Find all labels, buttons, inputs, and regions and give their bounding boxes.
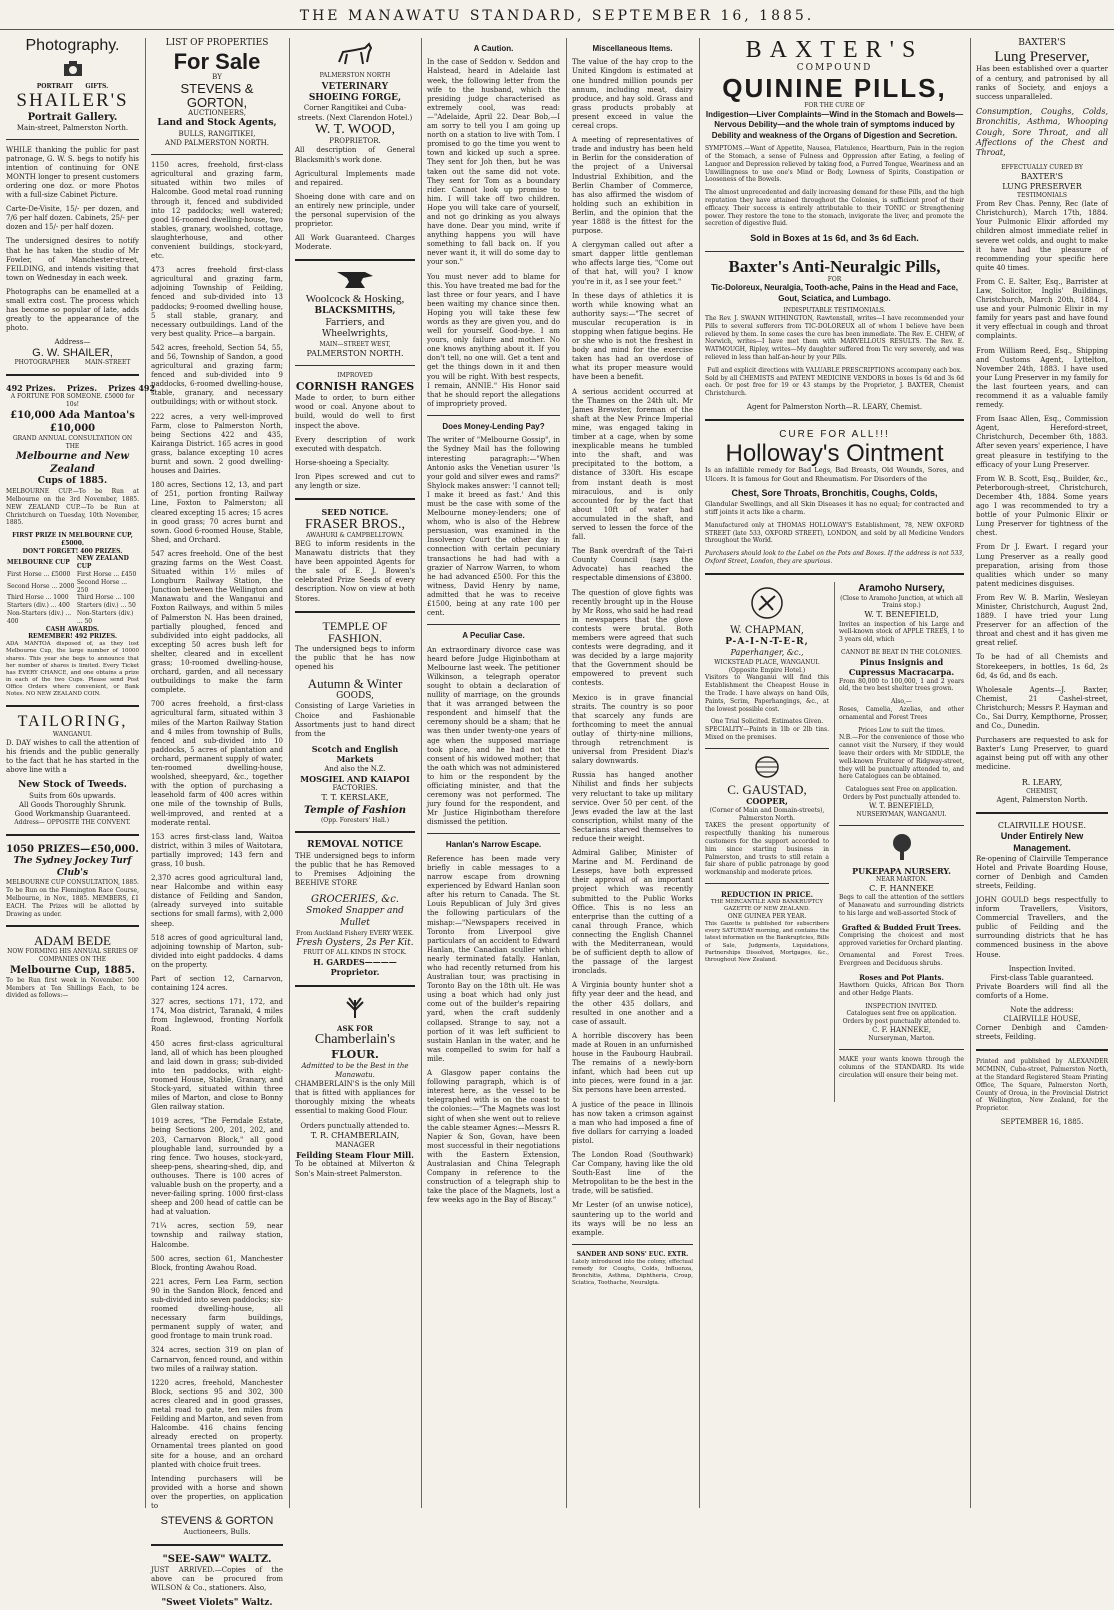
ask-for: ASK FOR — [337, 1023, 373, 1033]
every-desc: Every description of work executed with despatch. — [295, 435, 415, 453]
column-5 — [572, 38, 693, 1508]
ticket-heading: DON'T FORGET! 400 PRIZES. — [22, 547, 123, 555]
foot-note: To be obtained at Milverton & Son's Main-street Palmerston. — [295, 1160, 415, 1178]
tailoring-place: WANGANUI. — [52, 731, 93, 739]
glandular: Glandular Swellings, and all Skin Diseases it has no equal; for contracted and stiff joints it acts like a charm. — [705, 499, 964, 517]
temple-of-fashion: TEMPLE OF FASHION. — [322, 618, 388, 646]
sweet-violets: "Sweet Violets" Waltz. — [161, 1597, 273, 1608]
list-title: LIST OF PROPERTIES — [165, 38, 269, 48]
shailer-name: G. W. SHAILER, — [32, 346, 113, 359]
holloways-ointment: Holloway's Ointment — [725, 440, 944, 468]
fraser-para: BEG to inform residents in the Manawatu districts that they have been appointed Agents for the sale of E. J. Bowen's celebrated Prize Seeds of every description. Now on view at both Stores. — [295, 540, 415, 603]
removal-para: THE undersigned begs to inform the public that he has Removed to Premises Adjoining the BEEHIVE STORE — [295, 852, 415, 888]
tree-icon — [882, 832, 922, 862]
pinus-para: From 80,000 to 100,000, 1 and 2 years old, the two best shelter trees grown. — [839, 677, 964, 693]
column-rule — [699, 38, 700, 1508]
masthead: THE MANAWATU STANDARD, SEPTEMBER 16, 1885. — [0, 8, 1114, 30]
testimonial: From Isaac Allen, Esq., Commission Agent, Hereford-street, Christchurch, December 6th, 1883. After seven years' experience, I have great pleasure in testifying to the efficacy of your Lung Preserver. — [976, 415, 1108, 469]
tic-doloreux: Tic-Doloreux, Neuralgia, Tooth-ache, Pains in the Head and Face, Gout, Sciatica, and Lumbago. — [711, 283, 958, 303]
nurseryman-wanganui: NURSERYMAN, WANGANUI. — [856, 810, 947, 818]
iron-pipes: Iron Pipes screwed and cut to any length or size. — [295, 472, 415, 491]
shrunk: All Goods Thoroughly Shrunk. — [18, 801, 127, 810]
sold-boxes: Sold in Boxes at 1s 6d, and 3s 6d Each. — [750, 233, 919, 244]
chest-sore-throats: Chest, Sore Throats, Bronchitis, Coughs, Colds, — [731, 488, 938, 499]
groceries: GROCERIES, &c. — [311, 894, 399, 906]
guinea: ONE GUINEA PER YEAR. — [727, 913, 807, 921]
article-para: An extraordinary divorce case was heard before Judge Higinbotham at Melbourne last week. The petitioner Wilkinson, a telegraph operator sought to obtain a declaration of nullity of marriage, on the grounds that it was arranged between the respondent and himself that the ceremony should be a sham; that he was then under twenty-one years of age when the supposed marriage took place, and he had not the consent of his widowed mother; that the oath which was not administered to him or the respondent by the officiating minister, and that the ceremony was not performed. The jury found for the respondent, and Mr Justice Higinbotham therefore dismissed the petition. — [427, 645, 560, 827]
baxters-2: BAXTER'S — [1020, 171, 1064, 181]
pukepapa-nursery: PUKEPAPA NURSERY. — [852, 865, 951, 876]
effectually-cured: EFFECTUALLY CURED BY — [1001, 163, 1083, 171]
wholesale: Wholesale Agents—J. Baxter, Chemist, 21 Cashel-street, Christchurch; Messrs P. Hayman and Co., Sai Durry, Kempthorne, Prosser, and Co., Dunedin. — [976, 685, 1108, 731]
property-listing: 180 acres, Sections 12, 13, and part of 251, portion fronting Railway Line, Foxton to Palmerston; all cleared excepting 15 acres; 15 acres in good grass; 70 acres burnt and sown. Good 6-roomed House, Stable, Shed, and Orchard. — [151, 481, 283, 544]
misc-item: A horrible discovery has been made at Rouen in an unfurnished house in the Faubourg Haubrail. The remains of a newly-born infant, which had been cut up into pieces, were found in a jar. Six persons have been arrested. — [572, 1031, 693, 1095]
inspection-invited: INSPECTION INVITED. — [865, 1002, 938, 1010]
indigestion: Indigestion—Liver Complaints—Wind in the Stomach and Bowels—Nervous Debility—and the whole train of symptoms induced by Debility and weakness of the Organs of Digestion and Secretion. — [705, 109, 964, 140]
vet-place: PALMERSTON NORTH — [319, 72, 391, 79]
inspection: Inspection Invited. — [1008, 964, 1076, 973]
new-management: Under Entirely New Management. — [1000, 831, 1084, 853]
cat-free: Catalogues sent Free on application. — [845, 786, 958, 794]
quinine-pills: QUININE PILLS, — [722, 72, 947, 103]
clairville-corner: Corner Denbigh and Camden-streets, Feilding. — [976, 1024, 1108, 1042]
property-listing: 518 acres of good agricultural land, adjoining township of Marton, sub-divided into eight paddocks. 4 dams on the property. — [151, 933, 283, 969]
boarders: Private Boarders will find all the comforts of a Home. — [976, 982, 1108, 1000]
tailoring-para: D. DAY wishes to call the attention of his friends and the public generally to the fact that he has started in the above line with a — [6, 738, 139, 775]
article-para: A Glasgow paper contains the following paragraph, which is of interest here, as the vessel to be telegraphed with is on the coast to the colonies:—"The Magnets was lost sight of when she went out to relieve the cable steamer Agnes:—Messrs R. Napier & Son, Govan, have been most successful in their negotiations with the Eastern Extension, Australasian and China Telegraph Company in reference to the construction of a telegraph ship to take the place of the Magnets, lost a few weeks ago in the Bay of Biscay." — [427, 1069, 560, 1205]
orders-post: Orders by Post punctually attended to. — [842, 794, 961, 801]
hanneke-footer: C. F. HANNEKE, — [872, 1026, 931, 1035]
chemist: CHEMIST, — [1026, 787, 1058, 795]
shoeing-forge: SHOEING FORGE, — [308, 92, 402, 103]
cups-1885: Cups of 1885. — [37, 476, 108, 487]
col6-right — [839, 582, 964, 1102]
prizes-heading: 492 Prizes. Prizes. Prizes 492 — [6, 382, 156, 393]
misc-item: A serious accident occurred at the Thames on the 24th ult. Mr James Brewster, foreman of the shaft at the New Prince Imperial mine, was engaged taking in timber at a cage, when by some inexplicable means he tumbled into the shaft, and was precipitated to the bottom, a distance of 330ft. His escape from instant death is most miraculous, and is only accounted for by the fact that about 10ft of water had accumulated in the shaft, and served to lessen the force of the fall. — [572, 387, 693, 542]
seed-notice: SEED NOTICE. — [321, 507, 389, 518]
mosgiel: MOSGIEL AND KAIAPOI — [300, 773, 410, 784]
roses: Roses, Camelia, Azelias, and other ornamental and Forest Trees — [839, 706, 964, 721]
purchasers-note: Purchasers should look to the Label on the Pots and Boxes. If the address is not 533, Oxford Street, London, they are spurious. — [705, 550, 964, 565]
fraser-sub: AWAHURI & CAMPBELLTOWN. — [306, 532, 404, 540]
table-row: Second Horse ... 2000 Second Horse ... 250 — [7, 578, 128, 594]
imprint: Printed and published by ALEXANDER MCMINN, Cuba-street, Palmerston North, at the Standard Registered Steam Printing Office, The Square, Palmerston North, County of Oroua, in the Provincial District of Wellington, New Zealand, for the Proprietor. — [976, 1058, 1108, 1113]
clairville-address: CLAIRVILLE HOUSE, — [1003, 1015, 1081, 1024]
removal-notice: REMOVAL NOTICE — [307, 840, 403, 851]
article-para: The writer of "Melbourne Gossip", in the Sydney Mail has the following interesting paragraph:—"When Antonio asks the Venetian usurer 'Is your gold and silver ewes and rams?' Shylock makes answer: 'I cannot tell; I make it breed as fast.' And this must be the case with some of the Melbourne money-lenders; one of whom, who is also of the Hebrew persuasion, was examined in the Insolvency Court the other day in connection with certain pecuniary transactions he had had with a grazier of Narrow Warren, to whom he had advanced £500. For this the witness, David Henry by name, admitted that he was to receive £1500, being at any rate 100 per cent. — [427, 436, 560, 618]
holloway-para: Is an infallible remedy for Bad Legs, Bad Breasts, Old Wounds, Sores, and Ulcers. It is famous for Gout and Rheumatism. For Disorders of the — [705, 466, 964, 483]
column-7 — [976, 38, 1108, 1508]
cash-awards: CASH AWARDS. — [45, 625, 100, 633]
adam-para: To be Run first week in November. 500 Members at Ten Shillings Each, to be divided as follows:— — [6, 976, 139, 1000]
full-directions: Full and explicit directions with VALUABLE PRESCRIPTIONS accompany each box. — [707, 366, 962, 374]
improved: IMPROVED — [337, 372, 373, 380]
testimonials-label: INDISPUTABLE TESTIMONIALS. — [783, 307, 886, 315]
misc-item: Mr Lester (of an unwise notice), sauntering up to the world and its ways will be no less an example. — [572, 1201, 693, 1237]
new-stock: New Stock of Tweeds. — [18, 780, 127, 791]
adam-cup: Melbourne Cup, 1885. — [9, 964, 136, 976]
gardes: H. GARDES————Proprietor. — [313, 957, 397, 978]
hanlan-heading: Hanlan's Narrow Escape. — [445, 840, 542, 850]
vet-title: VETERINARY — [321, 80, 389, 92]
misc-item: In these days of athletics it is worth while knowing what an authority says:—"The secret of muscular recuperation is in stopping when fatigue begins. He or she who is not the freshest in body and mind for the exercise taken has had an overdose of what its proper measure would have been a benefit. — [572, 291, 693, 382]
testimonials: TESTIMONIALS — [1017, 192, 1067, 200]
feilding-mill: Feilding Steam Flour Mill. — [296, 1150, 414, 1161]
testimonial: From William Reed, Esq., Shipping and Customs Agent, Lyttelton, November 24th, 1883. I have used your Lung Preserver in my family for the last fourteen years, and can recommend it as a valuable family remedy. — [976, 346, 1108, 410]
to-be-had: To be had of all Chemists and Storekeepers, in bottles, 1s 6d, 2s 6d, 4s 6d, and 8s each. — [976, 653, 1108, 680]
manufactured: Manufactured only at THOMAS HOLLOWAY'S Establishment, 78, NEW OXFORD STREET (late 533, OXFORD STREET), LONDON, and sold by all Medicine Vendors throughout the World. — [705, 521, 964, 545]
also-nz: And also the N.Z. — [324, 764, 386, 773]
also-label: Also,— — [891, 698, 912, 706]
cornish-para: Made to order, to burn either wood or coal. Anyone about to build, would do well to first inspect the above. — [295, 394, 415, 430]
one-trial: One Trial Solicited. Estimates Given. — [710, 718, 824, 726]
misc-item: The value of the hay crop to the United Kingdom is estimated at one hundred million pounds per annum, including meat, dairy produce, and hay sold. Grass and grass products probably at present exceed in value the cereal crops. — [572, 58, 693, 131]
ads-heading: SANDER AND SONS' EUC. EXTR. — [576, 1250, 689, 1258]
property-listing: 153 acres first-class land, Waitoa district, within 3 miles of Waitotara, partially improved; 143 fern and grass, 10 bush. — [151, 832, 283, 868]
grafted: Grafted & Budded Fruit Trees. — [841, 922, 962, 932]
column-2 — [151, 38, 283, 1608]
cure-of: FOR THE CURE OF — [804, 102, 865, 110]
testimonial: From Rev W. B. Marlin, Wesleyan Minister, Christchurch, August 2nd, 1889. I have tried your Lung Preserver for an affection of the throat and chest and it has given me great relief. — [976, 593, 1108, 648]
cup-info: MELBOURNE CUP.—To be Run at Melbourne on the 3rd November, 1885. NEW ZEALAND CUP.—To be Run at Christchurch on Tuesday, 10th November, 1885. — [6, 488, 139, 527]
testimonial-text: The Rev. J. SWANN WITHINGTON, Rawtenstall, writes—I have recommended your Pills to several sufferers from TIC-DOLOREUX all of whom I believe have been relieved by them. In some cases the cure has been immediate. The Rev. E. CHEW, of Norwich, writes—I have met them with MARVELLOUS RESULTS. The Rev. E. WATMOUGH, Ripley, writes—My daughter suffered from Tic very severely, and was relieved in less than half-an-hour by your Pills. — [705, 315, 964, 361]
column-4 — [427, 38, 560, 1508]
property-listing: 222 acres, a very well-improved Farm, close to Palmerston North, being Sections 422 and 435, Kairanga District. 165 acres in good grass, balance excepting 10 acres burnt and sown. 2 good dwelling-houses and Dairies. — [151, 412, 283, 476]
manager: MANAGER — [335, 1141, 375, 1149]
photography-heading: Photography. — [25, 37, 120, 54]
aramoho-nursery: Aramoho Nursery, — [858, 582, 945, 594]
gould-para: JOHN GOULD begs respectfully to inform Travellers, Visitors, Commercial Travellers, and the public of Feilding and the surrounding districts that he has commenced business in the above House. — [976, 896, 1108, 959]
gazette-para: This Gazette is published for subscribers every SATURDAY morning, and contains the latest information on the Bankruptcies, Bills of Sale, Judgments, Liquidations, Partnerships Dissolved, Mortgages, &c., throughout New Zealand. — [705, 921, 829, 963]
testimonial: From Rev Chas. Penny, Rec (late of Christchurch), March 17th, 1884. Your Pulmonic Elixir afforded my children almost immediate relief in severe wet colds, and ought to make it have had the pleasure of recommending your specific here quite 40 times. — [976, 200, 1108, 272]
orders-by: Orders by post punctually attended to. — [842, 1018, 961, 1026]
by-label: BY — [212, 72, 222, 81]
painter-emblem-icon — [747, 586, 787, 620]
testimonial: From C. E. Salter, Esq., Barrister at Law, Solicitor, Inglis' Buildings, Christchurch, March 20th, 1884. I use and your Pulmonic Elixir in my family for years past and have found it very effectual in cough and throat complaints. — [976, 277, 1108, 341]
misc-item: A justice of the peace in Illinois has now taken a crimson against a man who had imposed a fine of five dollars for carrying a loaded pistol. — [572, 1100, 693, 1145]
shailer-title: SHAILER'S — [16, 89, 129, 111]
vet-para: Agricultural Implements made and repaired. — [295, 169, 415, 187]
property-listing: 500 acres, section 61, Manchester Block, fronting Awahou Road. — [151, 1254, 283, 1272]
sydney-para: To be Run on the Flemington Race Course, Melbourne, in Nov., 1885. MEMBERS, £1 EACH. The Prizes will be allotted by Drawing as under. — [6, 887, 139, 918]
guarantee: Good Workmanship Guaranteed. — [14, 810, 131, 819]
land-stock-agents: Land and Stock Agents, — [157, 118, 277, 129]
firm-footer: STEVENS & GORTON — [160, 1515, 274, 1528]
column-3 — [295, 38, 415, 1508]
wickstead: WICKSTEAD PLACE, WANGANUI. — [714, 658, 820, 666]
goods-para: Consisting of Large Varieties in Choice and Fashionable Assortments just to hand direct from the — [295, 702, 415, 738]
tailor-address: Address— OPPOSITE THE CONVENT. — [14, 819, 131, 827]
benefield-para: Invites an inspection of his Large and well-known stock of APPLE TREES, 1 to 3 years old, which — [839, 620, 964, 644]
article-para: You must never add to blame for this. You have treated me bad for the last three or four years, and I have been waiting my chance since then. Hoping you will take these few words as they are given you, and do well for yourself. Good-bye. I am yours, only failure and mother. No one knows anything about it. If you don't tell, no one will. Get a tent and get the things down in it and then you will be right. With best respects, I remain, ANNIE." His Honor said that he should report the allegations of impropriety proved. — [427, 272, 560, 408]
column-rule — [970, 38, 971, 1508]
baxters-lung-heading: BAXTER'S — [1018, 38, 1066, 48]
cooper: COOPER, — [746, 796, 788, 807]
kerslake: T. T. KERSLAKE, — [321, 793, 389, 803]
grafted-para: Comprising the choicest and most approved varieties for Orchard planting. — [839, 931, 964, 947]
anvil-icon — [335, 268, 375, 290]
woolcock-hosking: Woolcock & Hosking, — [305, 293, 405, 306]
gaustad-name: C. GAUSTAD, — [727, 781, 807, 797]
pinus: Pinus Insignis and Cupressus Macracarpa. — [848, 656, 955, 678]
hawthorn: Hawthorn Quicks, African Box Thorn and other Hedge Plants. — [839, 982, 964, 997]
gaustad-para: TAKES the present opportunity of respectfully thanking his numerous customers for the support accorded to him since starting business in Palmerston, and trusts to still retain a fair share of public patronage by good workmanship and moderate prices. — [705, 822, 829, 877]
painter: P-A-I-N-T-E-R, — [725, 636, 809, 647]
opp-empire: (Opposite Empire Hotel.) — [728, 666, 806, 674]
misc-heading: Miscellaneous Items. — [592, 44, 673, 53]
near-marton: NEAR MARTON. — [876, 876, 927, 884]
misc-item: A meeting of representatives of trade and industry has been held in Berlin for the consideration of the project of a Universal Industrial Exhibition, and the Berlin Chamber of Commerce, has also affirmed the wisdom of holding such an exhibition in Berlin, and the opinion that the year 1888 is the fittest for the purpose. — [572, 136, 693, 236]
property-listing: 450 acres first-class agricultural land, all of which has been ploughed and laid down in grass; sub-divided into ten paddocks, with eight-roomed House, Stable, Granary, and Stock-yard, situated within three miles of Marton, and close to Bonny Glen railway station. — [151, 1039, 283, 1112]
main-street-west: MAIN—STREET WEST, — [319, 341, 391, 348]
fruit: FRUIT OF ALL KINDS IN STOCK. — [303, 949, 407, 957]
property-listing: 1150 acres, freehold, first-class agricultural and grazing farm, situated within two miles of Halcombe. Good metal road running through it, fenced and subdivided into 12 paddocks; well watered; good 16-roomed dwelling-house, two stables, granary, woolshed, cottage, slaughterhouse, and other convenient buildings, stock-yard, etc. — [151, 161, 283, 261]
chamberlain-name: T. R. CHAMBERLAIN, — [310, 1130, 400, 1140]
anti-neuralgic: Baxter's Anti-Neuralgic Pills, — [728, 256, 941, 276]
agent-palmerston: Agent, Palmerston North. — [996, 795, 1088, 804]
chapman-para: Visitors to Wanganui will find this Establishment the Cheapest House in the Trade. I have always on hand Oils, Paints, Scrim, Paperhangings, &c., at the lowest possible cost. — [705, 674, 829, 713]
consumption: Consumption, Coughs, Colds, Bronchitis, Asthma, Whooping Cough, Sore Throat, and all Affections of the Chest and Throat, — [976, 106, 1108, 158]
suits-price: Suits from 60s upwards. — [29, 792, 116, 801]
prices-low: Prices Low to suit the times. — [858, 726, 945, 734]
misc-item: The Bank overdraft of the Tai-ri County Council (says the Advocate) has reached the respectable dimensions of £3800. — [572, 547, 693, 583]
orders-attended: Orders punctually attended to. — [300, 1121, 410, 1130]
shailer-role: PHOTOGRAPHER MAIN-STREET — [14, 359, 131, 367]
roses-pot: Roses and Pot Plants. — [859, 972, 944, 982]
shailer-para: The undersigned desires to notify that he has taken the studio of Mr Fowler, of Manchester-street, FEILDING, and intends visiting that town on Wednesday in each week. — [6, 237, 139, 282]
vet-proprietor: PROPRIETOR. — [329, 137, 381, 146]
shailer-para: Carte-De-Visite, 15/- per dozen, and 7/6 per half dozen. Cabinets, 25/- per dozen and 15/- per half dozen. — [6, 205, 139, 232]
money-heading: Does Money-Lending Pay? — [442, 421, 545, 431]
benefield-footer: W. T. BENEFIELD, — [869, 801, 934, 810]
property-listing: 547 acres freehold. One of the best grazing farms on the West Coast. Situated within 1½ miles of Longburn Railway Station, the Junction between the Wellington and Manawatu and the Wanganui and Foxton Railways, and within 5 miles of Palmerston N. Has been drained, partially ploughed, fenced and subdivided into eight paddocks, all excepting 50 acres bush left for shelter, cleared and in excellent grass; 10-roomed dwelling-house, orchard, garden, and all necessary outbuildings to make the farm complete. — [151, 549, 283, 695]
remember: REMEMBER! 492 PRIZES. — [28, 633, 117, 641]
flour: FLOUR. — [331, 1047, 379, 1061]
oysters: Fresh Oysters, 2s Per Kit. — [296, 937, 414, 948]
portrait-gallery: Portrait Gallery. — [27, 111, 118, 123]
reduction: REDUCTION IN PRICE. — [720, 889, 814, 899]
seesaw-waltz: "SEE-SAW" WALTZ. — [162, 1553, 272, 1565]
vet-para: All description of General Blacksmith's work done. — [295, 146, 415, 164]
col6-left — [705, 582, 829, 1102]
wood-name: W. T. WOOD, — [315, 121, 395, 137]
sydney-title: The Sydney Jockey Turf Club's — [13, 856, 132, 878]
property-listing: 1220 acres, freehold, Manchester Block, sections 95 and 302, 300 acres cleared and in good grasses, metal road to gate, ten miles from Feilding and Marton, and seven from Halcombe. 416 chains fencing already erected on property. Ornamental trees planted on good site for a house, and an orchard planted with choice fruit trees. — [151, 1378, 283, 1469]
column-rule — [145, 38, 146, 1508]
sold-by: Sold by all CHEMISTS and PATENT MEDICINE VENDORS in boxes 1s 6d and 3s 6d each. Or post free for 19 or 43 stamps by the Proprietor, J. BAXTER, Chemist Christchurch. — [705, 374, 964, 398]
imprint-date: SEPTEMBER 16, 1885. — [1000, 1117, 1084, 1126]
column-rule — [566, 38, 567, 1508]
column-rule — [289, 38, 290, 1508]
speciality: SPECIALITY—Paints in 1lb or 2lb tins. Mixed on the premises. — [705, 726, 829, 741]
vet-para: All Work Guaranteed. Charges Moderate. — [295, 234, 415, 252]
prize-table: MELBOURNE CUP NEW ZEALAND CUP First Horse ... £5000 First Horse ... £450 Second Horse ... 2000 Second Horse ... 250 Third Horse ... 1000 Third Horse ... 100 Starters (div.) ... 400 Starters (div.) ... 50 Non-Starters (div.) ... 400 Non-Starters (div.) ... 50 — [6, 555, 139, 625]
adam-sub: NOW FORMING HIS ANNUAL SERIES OF COMPANIES ON THE — [7, 948, 138, 963]
fraser-bros: FRASER BROS., — [305, 516, 405, 532]
property-listing: 1019 acres, "The Ferndale Estate, being Sections 200, 201, 202, and 203, Carnarvon Block," all good ploughable land, surrounded by a ring fence. Two houses, stock-yard, sheep-pens, shearing-shed, dip, and outhouses. There is 100 acres of valuable bush on the property, and a never-failing spring. 1000 first-class sheep and 200 head of cattle can be had at valuation. — [151, 1117, 283, 1217]
cat-sent: Catalogues sent free on application. — [846, 1010, 957, 1018]
column-rule — [834, 582, 835, 1102]
lung-para: Has been established over a quarter of a century, and patronised by all ranks of Society, and enjoys a success unparalleled. — [976, 65, 1108, 101]
aramoho-sub: (Close to Aramoho Junction, at which all Trains stop.) — [840, 594, 963, 610]
blacksmiths: BLACKSMITHS, — [314, 305, 396, 316]
misc-item: Mexico is in grave financial straits. The country is so poor that scarcely any funds are forthcoming to meet the annual outlay of thirty-nine millions, through retrenchment is universal from President Diaz's salary downwards. — [572, 693, 693, 766]
clairville-heading: CLAIRVILLE HOUSE. — [997, 820, 1087, 830]
foresters: (Opp. Foresters' Hall.) — [320, 816, 390, 824]
make-wants: MAKE your wants known through the columns of the STANDARD. Its wide circulation will ensure their being met. — [839, 1055, 964, 1079]
benefield-name: W. T. BENEFIELD, — [864, 610, 939, 620]
compound: COMPOUND — [796, 63, 873, 74]
cure-for-all: CURE FOR ALL!!! — [779, 429, 890, 441]
snapper: Smoked Snapper and Mullet — [306, 906, 404, 929]
ornamental: Ornamental and Forest Trees. Evergreen and Deciduous shrubs. — [839, 952, 964, 968]
ads-fine: Lately introduced into the colony, effectual remedy for Coughs, Colds, Influenza, Bronchitis, Asthma, Diphtheria, Croup, Sciatica, Toothache, Neuralgia. — [572, 1258, 693, 1287]
temple-sub: The undersigned begs to inform the public that he has now opened his — [295, 644, 415, 672]
admitted: Admitted to be the Best in the Manawatu. — [301, 1061, 409, 1080]
melbourne-nz: Melbourne and New Zealand — [16, 451, 129, 476]
property-listing: 542 acres, freehold, Section 54, 55, and 56, Township of Sandon, a good agricultural and grazing farm; fenced and sub-divided into 9 paddocks, 6-roomed dwelling-house, stable, granary, and necessary outbuildings; with or without stock. — [151, 343, 283, 407]
for-sale: For Sale — [173, 48, 261, 74]
tailoring-heading: TAILORING, — [17, 713, 128, 731]
temple-footer: Temple of Fashion — [304, 804, 406, 816]
peculiar-heading: A Peculiar Case. — [462, 631, 525, 641]
property-listing: 700 acres freehold, a first-class agricultural farm, situated within 3 miles of the Marton Railway Station and 4 miles from township of Bulls, fenced and sub-divided into 10 paddocks, 5 acres of plantation and orchard, permanent supply of water, ten-roomed dwelling-house, woolshed, sheepyard, &c., together with the option of purchasing a leasehold farm of 400 acres within one mile of the township of Bulls, well-improved, and rented at a moderate rental. — [151, 700, 283, 827]
property-listing: 2,370 acres good agricultural land, near Halcombe and within easy distance of Feilding and Sandon, (already surveyed into suitable sections for small farms), with 2,000 sheep. — [151, 874, 283, 928]
mantoa-heading: £10,000 Ada Mantoa's £10,000 — [10, 409, 135, 434]
barrel-icon — [752, 755, 782, 779]
paperhanger: Paperhanger, &c., — [730, 648, 804, 658]
portrait-gifts: PORTRAIT GIFTS. — [36, 82, 109, 90]
received-para: JUST ARRIVED.—Copies of the above can be procured from WILSON & Co., stationers. Also, — [151, 1565, 283, 1592]
adam-bede: ADAM BEDE — [34, 933, 111, 949]
misc-item: A Virginia bounty hunter shot a fifty year deer and the head, and the other 435 dollars, and resulted in one another and a case of assault. — [572, 981, 693, 1026]
nb-note: N.B.—For the convenience of those who cannot visit the Nursery, if they would leave their orders with Mr SIDDLE, the well-known Fruiterer of Ridgway-street, they will be punctually attended to, and here Catalogues can be obtained. — [839, 734, 964, 781]
article-para: In the case of Seddon v. Seddon and Halstead, heard in Adelaide last week, the following letter from the wife to the husband, which the presiding judge characterised as extremely cool, was read:—"Adelaide, April 22. Dear Bob,—I am sorry to tell you I am going up north on a station to live with Tom. I promised to go the time you went to town and kicked up such a spree. They sent for Joh then, but he was taken out the same did not vote. They sent for Tom as a boundary rider. Cannot look up promise to him. I will take off two children. Hope you will take care of yourself, and not go drinking as you always have done. Dear you mind, write if anything happens you will have something to fall back on. If you never want it, it will do some day to your son." — [427, 58, 560, 267]
address-label: Address— — [54, 338, 91, 347]
misc-item: Admiral Galiber, Minister of Marine and M. Ferdinand de Lesseps, have both expressed their approval of an important project which was recently submitted to the Public Works Office. This is no less an enterprise than the cutting of a canal through France, which connecting the English Channel with the Mediterranean, would be of sufficient depth to allow of the passage of the largest ironclads. — [572, 849, 693, 976]
property-listing: 71¼ acres, section 59, near township and railway station, Halcombe. — [151, 1222, 283, 1249]
autumn-winter: Autumn & Winter — [307, 676, 403, 692]
column-6 — [705, 38, 964, 1508]
mill-para: CHAMBERLAIN'S is the only Mill that is fitted with appliances for thoroughly mixing the wheats essential to making Good Flour. — [295, 1080, 415, 1116]
fine-print: ADA MANTOA disposed of, as they lost Melbourne Cup, the large number of 10000 shares. This year she begs to announce that her number of shares is limited. Every Ticket has EVERY CHANCE, and one obtains a prize in each of the two Cups. Please send Post Office Orders where convenient, or Bank Notes. NO NEW ZEALAND COIN. — [6, 641, 139, 698]
quinine-body: The almost unprecedented and daily increasing demand for these Pills, and the high reputation they have attained throughout the Colonies, is sufficient proof of their efficacy. Their success is entirely attributable to their TONIC or Strengthening power. They restore the tone to the stomach, invigorate the liver, and promote the secretion of digestive fluid. — [705, 189, 964, 228]
hanneke-name: C. F. HANNEKE — [869, 883, 934, 893]
property-listing: 324 acres, section 319 on plan of Carnarvon, fenced round, and within two miles of a railway station. — [151, 1346, 283, 1373]
scotch-english: Scotch and English Markets — [311, 743, 399, 765]
misc-item: The London Road (Southwark) Car Company, having like the old South-East line of the Metropolitan to be the best in the trade, will be satisfied. — [572, 1150, 693, 1196]
place-palmerston: AND PALMERSTON NORTH. — [165, 139, 269, 148]
property-listing: 221 acres, Fern Lea Farm, section 90 in the Sandon Block, fenced and sub-divided into seven paddocks; six-roomed dwelling-house, all necessary farm buildings, permanent supply of water, and good frontage to main trunk road. — [151, 1277, 283, 1341]
testimonial: From Dr J. Ewart. I regard your Lung Preserver as a really good preparation, arising from those qualities which under so many patent medicines disguises. — [976, 543, 1108, 588]
table-row: Non-Starters (div.) ... 400 Non-Starters (div.) ... 50 — [7, 610, 134, 625]
agent-leary: Agent for Palmerston North—R. LEARY, Chemist. — [746, 402, 923, 411]
wheat-sheaf-icon — [340, 994, 370, 1020]
col6-lower — [705, 582, 964, 1102]
lung-preserver: Lung Preserver, — [994, 48, 1090, 65]
misc-item: A clergyman called out after a smart dapper little gentleman who affects large ties, "Come out of that hat, will you? I know you're in it, as I see your feet." — [572, 241, 693, 286]
goods: GOODS, — [336, 690, 374, 701]
vet-address: Corner Rangitikei and Cuba-streets. (Next Clarendon Hotel.) — [297, 104, 413, 122]
horse-icon — [335, 42, 375, 68]
place-bulls: BULLS, RANGITIKEI, — [178, 129, 256, 138]
shailer-address: Main-street, Palmerston North. — [16, 123, 129, 132]
shailer-para: WHILE thanking the public for past patronage, G. W. S. begs to notify his intention of continuing for ONE MONTH longer to present customers ordering one doz. or more Photos with a full-size Cabinet Picture. — [6, 145, 139, 200]
misc-item: The question of glove fights was recently brought up in the House by Mr Ross, who said he had read in newspapers that the glove contests were brutal. Both members were agreed that such contests were degrading, and it was decided by a large majority that the Government should be empowered to prevent such contests. — [572, 588, 693, 688]
misc-item: Russia has hanged another Nihilist and finds her subjects very reluctant to take up military service. Over 50 per cent. of the Jews evaded the law at the last conscription, whilst many of the Sectarians starved themselves to reduce their weight. — [572, 771, 693, 843]
article-para: Reference has been made very briefly in cable messages to a narrow escape from drowning experienced by Edward Hanlan soon after his return to Canada. The St. Louis Republican of July 3rd gives the following particulars of the mishap:—"Newspapers received in Toronto from Liverpool give particulars of an accident to Edward Hanlan, the Canadian sculler which nearly terminated fatally. Hanlan, who had recently returned from his Australian tour, was practising in Toronto Bay on the 18th ult. He was using a boat which had only just come out of the builder's repairing yard, when the craft suddenly collapsed. Strange to say, not a portion of it was left sufficient to sustain Hanlan in the water, and he was compelled to swim for half a mile. — [427, 854, 560, 1063]
first-prize: FIRST PRIZE IN MELBOURNE CUP, £5000. — [12, 532, 133, 547]
fortune-line: A FORTUNE FOR SOMEONE. £5000 for 10s! — [10, 393, 135, 409]
table-row: First Horse ... £5000 First Horse ... £450 — [7, 571, 137, 579]
purchasers: Purchasers are requested to ask for Baxter's Lung Preserver, to guard against being put off with any other medicine. — [976, 736, 1108, 772]
lung-preserver-2: LUNG PRESERVER — [1002, 181, 1082, 191]
horseshoe: Horse-shoeing a Specialty. — [295, 458, 390, 467]
sydney-prizes: 1050 PRIZES—£50,000. — [6, 844, 139, 856]
consultation: GRAND ANNUAL CONSULTATION ON THE — [12, 434, 133, 450]
caution-heading: A Caution. — [473, 44, 514, 53]
sydney-consult: MELBOURNE CUP CONSULTATION, 1885. — [6, 879, 139, 887]
auckland-fishery: From Auckland Fishery EVERY WEEK. — [296, 929, 414, 937]
column-1 — [6, 37, 156, 1508]
note-address: Note the address: — [1010, 1006, 1074, 1015]
intending-purchasers: Intending purchasers will be provided with a horse and shown over the properties, on application to — [151, 1474, 283, 1510]
firm-footer-place: Auctioneers, Bulls. — [183, 1527, 251, 1536]
table-row: Starters (div.) ... 400 Starters (div.) ... 50 — [7, 602, 136, 610]
hanneke-role: Nurseryman, Marton. — [868, 1035, 935, 1043]
for-label: FOR — [827, 275, 842, 283]
property-listing: 327 acres, sections 171, 172, and 174, Moa district, Taranaki, 4 miles from Inglewood, fronting Norfolk Road. — [151, 998, 283, 1034]
reopen: Re-opening of Clairville Temperance Hotel and Private Boarding House, corner of Denbigh and Camden streets, Feilding. — [976, 854, 1108, 890]
property-listing: Part of section 12, Carnarvon, containing 124 acres. — [151, 975, 283, 993]
table-guarantee: First-class Table guaranteed. — [990, 973, 1094, 982]
column-rule — [421, 38, 422, 1508]
palmerston-north: PALMERSTON NORTH. — [306, 348, 404, 358]
chapman-name: W. CHAPMAN, — [730, 624, 804, 636]
cannot-beat: CANNOT BE BEAT IN THE COLONIES. — [841, 649, 962, 657]
auctioneers: AUCTIONEERS, — [188, 109, 246, 118]
gaustad-address: (Corner of Main and Domain-streets), Palmerston North. — [709, 806, 825, 822]
shailer-para: Photographs can be enamelled at a small extra cost. The process which has become so popular of late, adds greatly to the appearance of the photo. — [6, 287, 139, 333]
leary-name: R. LEARY, — [1021, 777, 1063, 787]
vet-para: Shoeing done with care and on an entirely new principle, under the personal supervision of the proprietor. — [295, 192, 415, 229]
cornish-ranges: CORNISH RANGES — [295, 379, 415, 393]
symptoms: SYMPTOMS.—Want of Appetite, Nausea, Flatulence, Heartburn, Pain in the region of the Stomach, a sense of Fulness and Oppression after Eating, a feeling of Languor and Depression relieved by taking food, a Furred Tongue, Weariness and an Unwillingness to use one's Mind or Body, Lowness of Spirits, Constipation or Looseness of the Bowels. — [705, 145, 965, 184]
factories: FACTORIES. — [332, 784, 378, 793]
farriers: Farriers, and Wheelwrights, — [321, 317, 389, 340]
hanneke-para: Begs to call the attention of the settlers of Manawatu and surrounding districts to his large and well-assorted Stock of — [839, 894, 964, 917]
camera-icon — [62, 59, 84, 79]
property-listing: 473 acres freehold first-class agricultural and grazing farm, adjoining Township of Feilding, fenced and sub-divided into 13 paddocks; 9-roomed dwelling house, 5 stall stable, granary, and necessary outbuildings. Land of the very best quality. Price—a bargain. — [151, 266, 283, 338]
baxters-heading: BAXTER'S — [745, 37, 924, 63]
testimonial: From W. B. Scott, Esq., Builder, &c., Peterborough-street, Christchurch, December 4th, 1884. Some years ago I was recommended to try a bottle of your Pulmonic Elixir or Lung Preserver for tightness of the chest. — [976, 474, 1108, 538]
mercantile: THE MERCANTILE AND BANKRUPTCY GAZETTE OF NEW ZEALAND. — [710, 899, 824, 913]
table-row: Third Horse ... 1000 Third Horse ... 100 — [7, 594, 135, 602]
chamberlains: Chamberlain's — [314, 1031, 396, 1047]
firm-name: STEVENS & GORTON, — [180, 80, 254, 110]
